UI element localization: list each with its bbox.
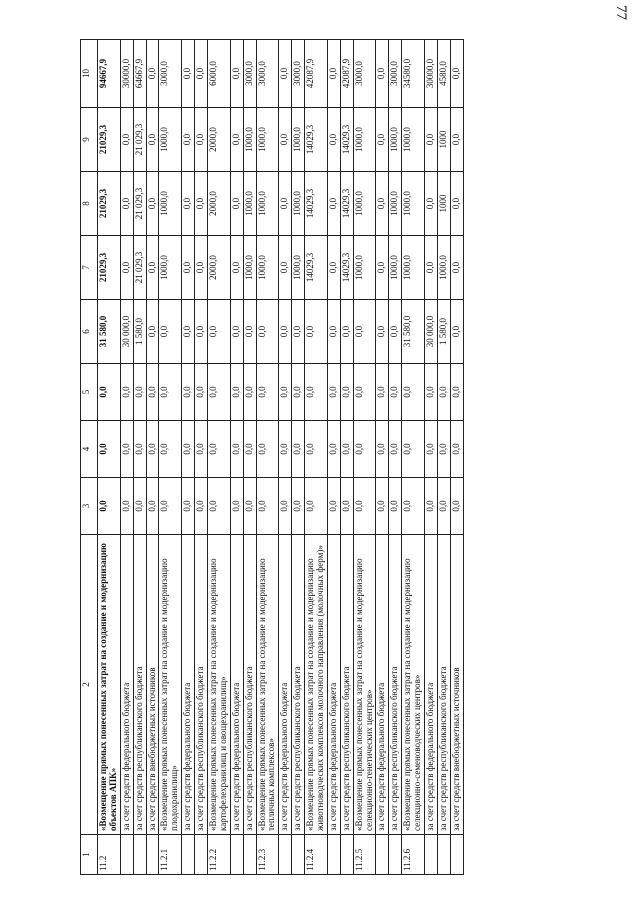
cell-value: 0,0 — [208, 300, 231, 364]
cell-value: 0,0 — [437, 421, 450, 478]
column-header-1: 1 — [81, 835, 98, 875]
row-description: за счет средств республиканского бюджета — [292, 535, 305, 835]
cell-value: 0,0 — [256, 421, 279, 478]
cell-value: 0,0 — [146, 236, 159, 300]
cell-value: 0,0 — [256, 364, 279, 421]
cell-value: 0,0 — [279, 421, 292, 478]
cell-value: 21029,3 — [98, 172, 121, 236]
cell-value: 0,0 — [182, 364, 195, 421]
row-description: «Возмещение прямых понесенных затрат на создание и модернизацию плодохранилищ» — [159, 535, 182, 835]
cell-value: 0,0 — [353, 421, 376, 478]
cell-value: 2000,0 — [208, 172, 231, 236]
cell-value: 3000,0 — [389, 40, 402, 108]
cell-value: 0,0 — [389, 478, 402, 535]
cell-value: 0,0 — [450, 236, 463, 300]
table-row — [353, 40, 376, 875]
cell-value: 0,0 — [182, 421, 195, 478]
column-header-9: 9 — [81, 108, 98, 172]
cell-value: 0,0 — [195, 478, 208, 535]
cell-value: 1000,0 — [256, 236, 279, 300]
cell-value: 1000,0 — [243, 108, 256, 172]
cell-value: 0,0 — [340, 478, 353, 535]
cell-value: 1000,0 — [353, 172, 376, 236]
cell-value: 0,0 — [230, 172, 243, 236]
cell-value: 0,0 — [230, 421, 243, 478]
row-code — [389, 835, 402, 875]
cell-value: 0,0 — [120, 172, 133, 236]
cell-value: 0,0 — [353, 300, 376, 364]
cell-value: 1000,0 — [256, 172, 279, 236]
table-row — [425, 40, 438, 875]
header-row — [81, 40, 98, 875]
cell-value: 0,0 — [327, 300, 340, 364]
cell-value: 1000,0 — [243, 172, 256, 236]
cell-value: 0,0 — [146, 421, 159, 478]
row-code: 11.2.3 — [256, 835, 279, 875]
cell-value: 0,0 — [376, 172, 389, 236]
cell-value: 2000,0 — [208, 108, 231, 172]
cell-value: 1000,0 — [292, 236, 305, 300]
cell-value: 0,0 — [305, 421, 328, 478]
rotated-table-container — [80, 40, 612, 875]
cell-value: 0,0 — [402, 421, 425, 478]
cell-value: 0,0 — [159, 364, 182, 421]
cell-value: 0,0 — [292, 421, 305, 478]
cell-value: 0,0 — [195, 236, 208, 300]
cell-value: 0,0 — [376, 236, 389, 300]
cell-value: 0,0 — [146, 364, 159, 421]
cell-value: 0,0 — [120, 108, 133, 172]
cell-value: 1000,0 — [389, 236, 402, 300]
column-header-4: 4 — [81, 421, 98, 478]
cell-value: 0,0 — [353, 364, 376, 421]
cell-value: 0,0 — [98, 421, 121, 478]
cell-value: 0,0 — [305, 364, 328, 421]
table-row — [340, 40, 353, 875]
cell-value: 0,0 — [425, 421, 438, 478]
cell-value: 3000,0 — [353, 40, 376, 108]
cell-value: 0,0 — [146, 478, 159, 535]
table-row — [146, 40, 159, 875]
row-code — [376, 835, 389, 875]
cell-value: 0,0 — [292, 478, 305, 535]
cell-value: 0,0 — [120, 364, 133, 421]
row-code — [450, 835, 463, 875]
row-code: 11.2 — [98, 835, 121, 875]
cell-value: 1 580,0 — [437, 300, 450, 364]
cell-value: 1000,0 — [437, 236, 450, 300]
cell-value: 0,0 — [208, 478, 231, 535]
table-row — [402, 40, 425, 875]
cell-value: 0,0 — [182, 108, 195, 172]
cell-value: 0,0 — [402, 364, 425, 421]
row-description: «Возмещение прямых понесенных затрат на создание и модернизацию картофелехранилищ и овощехранилищ» — [208, 535, 231, 835]
column-header-8: 8 — [81, 172, 98, 236]
cell-value: 0,0 — [450, 108, 463, 172]
table-row — [208, 40, 231, 875]
row-code: 11.2.1 — [159, 835, 182, 875]
cell-value: 0,0 — [425, 364, 438, 421]
cell-value: 3000,0 — [243, 40, 256, 108]
table-row — [450, 40, 463, 875]
cell-value: 14029,3 — [340, 172, 353, 236]
cell-value: 0,0 — [450, 364, 463, 421]
row-description: за счет средств внебюджетных источников — [450, 535, 463, 835]
cell-value: 1000,0 — [389, 172, 402, 236]
cell-value: 0,0 — [450, 421, 463, 478]
cell-value: 0,0 — [292, 364, 305, 421]
cell-value: 0,0 — [159, 421, 182, 478]
cell-value: 0,0 — [195, 172, 208, 236]
table-row — [256, 40, 279, 875]
row-code: 11.2.4 — [305, 835, 328, 875]
cell-value: 21029,3 — [98, 108, 121, 172]
row-description: за счет средств республиканского бюджета — [133, 535, 146, 835]
cell-value: 34580,0 — [402, 40, 425, 108]
cell-value: 0,0 — [389, 364, 402, 421]
cell-value: 0,0 — [146, 172, 159, 236]
cell-value: 21 029,3 — [133, 172, 146, 236]
cell-value: 0,0 — [230, 236, 243, 300]
cell-value: 0,0 — [98, 478, 121, 535]
row-description: за счет средств федерального бюджета — [120, 535, 133, 835]
cell-value: 42087,9 — [305, 40, 328, 108]
row-code — [230, 835, 243, 875]
row-description: за счет средств федерального бюджета — [182, 535, 195, 835]
cell-value: 1000 — [437, 172, 450, 236]
row-code — [182, 835, 195, 875]
cell-value: 0,0 — [195, 40, 208, 108]
column-header-7: 7 — [81, 236, 98, 300]
cell-value: 0,0 — [120, 421, 133, 478]
cell-value: 14029,3 — [305, 236, 328, 300]
cell-value: 0,0 — [133, 364, 146, 421]
cell-value: 0,0 — [120, 236, 133, 300]
cell-value: 0,0 — [208, 364, 231, 421]
cell-value: 1000,0 — [402, 236, 425, 300]
cell-value: 1000,0 — [159, 236, 182, 300]
table-row — [133, 40, 146, 875]
cell-value: 0,0 — [327, 172, 340, 236]
cell-value: 0,0 — [133, 421, 146, 478]
cell-value: 0,0 — [230, 364, 243, 421]
table-row — [159, 40, 182, 875]
cell-value: 0,0 — [305, 478, 328, 535]
row-description: за счет средств республиканского бюджета — [340, 535, 353, 835]
cell-value: 0,0 — [437, 478, 450, 535]
column-header-10: 10 — [81, 40, 98, 108]
cell-value: 1 580,0 — [133, 300, 146, 364]
table-row — [292, 40, 305, 875]
cell-value: 14029,3 — [340, 236, 353, 300]
cell-value: 0,0 — [402, 478, 425, 535]
table-row — [243, 40, 256, 875]
row-code: 11.2.5 — [353, 835, 376, 875]
cell-value: 0,0 — [182, 172, 195, 236]
cell-value: 0,0 — [195, 364, 208, 421]
cell-value: 0,0 — [230, 108, 243, 172]
cell-value: 0,0 — [195, 300, 208, 364]
cell-value: 0,0 — [98, 364, 121, 421]
cell-value: 0,0 — [256, 300, 279, 364]
cell-value: 21 029,3 — [133, 108, 146, 172]
cell-value: 1000,0 — [402, 108, 425, 172]
cell-value: 94667,9 — [98, 40, 121, 108]
row-code — [120, 835, 133, 875]
cell-value: 0,0 — [376, 300, 389, 364]
cell-value: 0,0 — [279, 478, 292, 535]
row-description: за счет средств федерального бюджета — [230, 535, 243, 835]
cell-value: 0,0 — [340, 300, 353, 364]
cell-value: 0,0 — [376, 478, 389, 535]
table-row — [437, 40, 450, 875]
cell-value: 0,0 — [305, 300, 328, 364]
cell-value: 0,0 — [256, 478, 279, 535]
row-code — [292, 835, 305, 875]
table-row — [376, 40, 389, 875]
cell-value: 3000,0 — [159, 40, 182, 108]
cell-value: 0,0 — [450, 40, 463, 108]
cell-value: 30000,0 — [120, 40, 133, 108]
row-description: за счет средств республиканского бюджета — [389, 535, 402, 835]
column-header-3: 3 — [81, 478, 98, 535]
row-description: за счет средств республиканского бюджета — [195, 535, 208, 835]
cell-value: 1000,0 — [256, 108, 279, 172]
cell-value: 14029,3 — [340, 108, 353, 172]
cell-value: 1000,0 — [292, 172, 305, 236]
table-row — [389, 40, 402, 875]
cell-value: 0,0 — [425, 108, 438, 172]
cell-value: 0,0 — [450, 478, 463, 535]
cell-value: 21 029,3 — [133, 236, 146, 300]
cell-value: 31 580,0 — [402, 300, 425, 364]
cell-value: 1000,0 — [292, 108, 305, 172]
cell-value: 3000,0 — [256, 40, 279, 108]
cell-value: 0,0 — [243, 478, 256, 535]
row-code — [340, 835, 353, 875]
budget-table — [80, 39, 464, 875]
cell-value: 0,0 — [437, 364, 450, 421]
table-row — [182, 40, 195, 875]
cell-value: 0,0 — [389, 300, 402, 364]
row-description: за счет средств республиканского бюджета — [437, 535, 450, 835]
cell-value: 0,0 — [230, 40, 243, 108]
cell-value: 0,0 — [279, 236, 292, 300]
cell-value: 0,0 — [279, 300, 292, 364]
cell-value: 2000,0 — [208, 236, 231, 300]
cell-value: 0,0 — [146, 300, 159, 364]
row-code — [437, 835, 450, 875]
cell-value: 0,0 — [376, 40, 389, 108]
cell-value: 0,0 — [230, 478, 243, 535]
page-number: 77 — [613, 5, 629, 20]
cell-value: 0,0 — [243, 421, 256, 478]
row-code: 11.2.6 — [402, 835, 425, 875]
cell-value: 1000,0 — [389, 108, 402, 172]
cell-value: 1000,0 — [353, 236, 376, 300]
row-description: за счет средств федерального бюджета — [376, 535, 389, 835]
cell-value: 0,0 — [159, 300, 182, 364]
row-description: за счет средств федерального бюджета — [327, 535, 340, 835]
cell-value: 4580,0 — [437, 40, 450, 108]
cell-value: 0,0 — [376, 364, 389, 421]
table-row — [98, 40, 121, 875]
row-code — [133, 835, 146, 875]
cell-value: 1000,0 — [402, 172, 425, 236]
cell-value: 0,0 — [327, 478, 340, 535]
cell-value: 0,0 — [425, 172, 438, 236]
cell-value: 0,0 — [327, 364, 340, 421]
cell-value: 0,0 — [450, 172, 463, 236]
cell-value: 0,0 — [425, 478, 438, 535]
row-description: за счет средств федерального бюджета — [279, 535, 292, 835]
cell-value: 0,0 — [120, 478, 133, 535]
cell-value: 0,0 — [279, 40, 292, 108]
cell-value: 1000,0 — [159, 108, 182, 172]
cell-value: 0,0 — [425, 236, 438, 300]
cell-value: 0,0 — [182, 236, 195, 300]
cell-value: 0,0 — [376, 108, 389, 172]
cell-value: 0,0 — [376, 421, 389, 478]
row-code — [327, 835, 340, 875]
cell-value: 0,0 — [146, 108, 159, 172]
table-row — [195, 40, 208, 875]
cell-value: 42087,9 — [340, 40, 353, 108]
cell-value: 0,0 — [133, 478, 146, 535]
cell-value: 0,0 — [327, 421, 340, 478]
row-code — [279, 835, 292, 875]
column-header-5: 5 — [81, 364, 98, 421]
cell-value: 0,0 — [243, 364, 256, 421]
table-row — [120, 40, 133, 875]
cell-value: 0,0 — [353, 478, 376, 535]
cell-value: 1000,0 — [243, 236, 256, 300]
column-header-6: 6 — [81, 300, 98, 364]
cell-value: 1000,0 — [159, 172, 182, 236]
column-header-2: 2 — [81, 535, 98, 835]
table-row — [327, 40, 340, 875]
cell-value: 0,0 — [292, 300, 305, 364]
cell-value: 1000 — [437, 108, 450, 172]
cell-value: 0,0 — [208, 421, 231, 478]
cell-value: 0,0 — [340, 421, 353, 478]
cell-value: 0,0 — [159, 478, 182, 535]
cell-value: 31 580,0 — [98, 300, 121, 364]
row-description: «Возмещение прямых понесенных затрат на создание и модернизацию тепличных комплексов» — [256, 535, 279, 835]
cell-value: 0,0 — [327, 236, 340, 300]
table-row — [305, 40, 328, 875]
cell-value: 0,0 — [182, 40, 195, 108]
row-description: «Возмещение прямых понесенных затрат на создание и модернизацию объектов АПК» — [98, 535, 121, 835]
cell-value: 64667,9 — [133, 40, 146, 108]
cell-value: 0,0 — [279, 108, 292, 172]
table-row — [230, 40, 243, 875]
cell-value: 3000,0 — [292, 40, 305, 108]
cell-value: 0,0 — [195, 421, 208, 478]
cell-value: 0,0 — [182, 478, 195, 535]
row-description: за счет средств республиканского бюджета — [243, 535, 256, 835]
cell-value: 1000,0 — [353, 108, 376, 172]
cell-value: 30 000,0 — [120, 300, 133, 364]
cell-value: 0,0 — [182, 300, 195, 364]
cell-value: 6000,0 — [208, 40, 231, 108]
cell-value: 21029,3 — [98, 236, 121, 300]
cell-value: 0,0 — [279, 172, 292, 236]
cell-value: 0,0 — [230, 300, 243, 364]
cell-value: 14029,3 — [305, 172, 328, 236]
cell-value: 0,0 — [243, 300, 256, 364]
table-row — [279, 40, 292, 875]
row-description: за счет средств федерального бюджета — [425, 535, 438, 835]
cell-value: 0,0 — [327, 108, 340, 172]
row-description: «Возмещение прямых понесенных затрат на создание и модернизацию животноводческих комплексов молочного направления (молочных ферм)» — [305, 535, 328, 835]
row-code — [195, 835, 208, 875]
cell-value: 0,0 — [340, 364, 353, 421]
cell-value: 14029,3 — [305, 108, 328, 172]
cell-value: 30 000,0 — [425, 300, 438, 364]
cell-value: 30000,0 — [425, 40, 438, 108]
row-code — [146, 835, 159, 875]
row-description: за счет средств внебюджетных источников — [146, 535, 159, 835]
cell-value: 0,0 — [450, 300, 463, 364]
cell-value: 0,0 — [327, 40, 340, 108]
row-code — [425, 835, 438, 875]
row-code — [243, 835, 256, 875]
row-description: «Возмещение прямых понесенных затрат на создание и модернизацию селекционно-семеноводческих центров» — [402, 535, 425, 835]
cell-value: 0,0 — [279, 364, 292, 421]
row-description: «Возмещение прямых понесенных затрат на создание и модернизацию селекционно-генетических центров» — [353, 535, 376, 835]
cell-value: 0,0 — [195, 108, 208, 172]
row-code: 11.2.2 — [208, 835, 231, 875]
cell-value: 0,0 — [146, 40, 159, 108]
cell-value: 0,0 — [389, 421, 402, 478]
